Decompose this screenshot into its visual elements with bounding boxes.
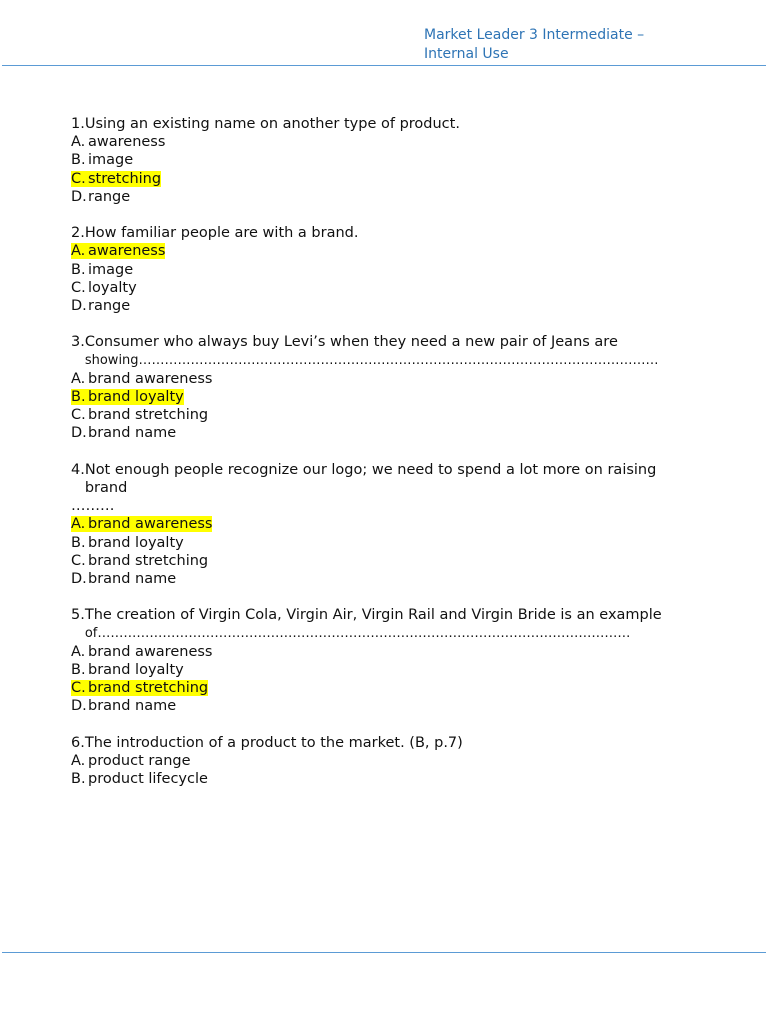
- option-text: awareness: [88, 243, 166, 260]
- option-text: brand stretching: [88, 552, 209, 569]
- option-text: awareness: [88, 134, 166, 151]
- option-letter: B.: [71, 662, 86, 679]
- question-text: Using an existing name on another type of product.: [84, 116, 460, 132]
- option-letter: D.: [71, 571, 87, 588]
- blank-dots: ………: [71, 498, 115, 515]
- option-letter: A.: [71, 516, 86, 533]
- question-number: 2.: [71, 225, 85, 242]
- option-text: brand loyalty: [88, 534, 184, 551]
- header-rule: [2, 65, 766, 66]
- option-d[interactable]: [71, 297, 711, 315]
- option-text: product lifecycle: [88, 771, 208, 788]
- question-6: [71, 734, 711, 789]
- option-text: brand stretching: [88, 680, 209, 697]
- question-stem: [71, 461, 711, 497]
- option-b[interactable]: [71, 151, 711, 169]
- option-c[interactable]: [71, 406, 711, 424]
- option-text: brand loyalty: [88, 389, 184, 406]
- option-text: brand name: [88, 571, 177, 588]
- quiz-content: [71, 115, 711, 807]
- question-text: How familiar people are with a brand.: [84, 225, 359, 242]
- question-text-continuation: brand: [84, 480, 128, 497]
- option-text: stretching: [88, 170, 162, 187]
- question-text-continuation: of……………………………………………………………………………………………………………: [84, 625, 631, 641]
- option-letter: A.: [71, 643, 86, 660]
- question-text: The introduction of a product to the market. (B, p.7): [84, 734, 463, 751]
- option-a-correct[interactable]: [71, 515, 711, 533]
- option-text: range: [88, 188, 131, 205]
- option-c-correct[interactable]: [71, 170, 711, 188]
- option-text: brand awareness: [88, 370, 213, 387]
- option-letter: C.: [71, 552, 86, 569]
- question-text-continuation: showing…………………………………………………………………………………………………………: [84, 352, 659, 368]
- question-stem: [71, 115, 711, 133]
- page-header: [424, 26, 674, 62]
- question-1: [71, 115, 711, 206]
- question-3: [71, 333, 711, 442]
- question-number: 6.: [71, 734, 85, 751]
- option-text: product range: [88, 753, 191, 770]
- option-a[interactable]: [71, 752, 711, 770]
- option-b[interactable]: [71, 770, 711, 788]
- question-text: Consumer who always buy Levi’s when they need a new pair of Jeans are: [84, 334, 618, 351]
- option-c[interactable]: [71, 552, 711, 570]
- question-stem: [71, 333, 711, 369]
- question-stem: [71, 224, 711, 242]
- question-stem: [71, 734, 711, 752]
- option-a[interactable]: [71, 133, 711, 151]
- question-4: [71, 461, 711, 588]
- option-letter: D.: [71, 188, 87, 205]
- question-text: Not enough people recognize our logo; we need to spend a lot more on raising: [84, 461, 657, 478]
- question-stem: [71, 606, 711, 642]
- option-letter: B.: [71, 152, 86, 169]
- question-number: 4.: [71, 461, 85, 478]
- option-b[interactable]: [71, 261, 711, 279]
- header-subtitle: Internal Use: [424, 46, 509, 62]
- option-c-correct[interactable]: [71, 679, 711, 697]
- option-letter: B.: [71, 261, 86, 278]
- option-letter: B.: [71, 389, 86, 406]
- option-letter: D.: [71, 425, 87, 442]
- option-letter: C.: [71, 680, 86, 697]
- question-5: [71, 606, 711, 715]
- option-text: image: [88, 152, 134, 169]
- option-letter: A.: [71, 134, 86, 151]
- option-letter: C.: [71, 279, 86, 296]
- option-text: loyalty: [88, 279, 137, 296]
- option-text: brand awareness: [88, 643, 213, 660]
- option-text: brand name: [88, 698, 177, 715]
- option-text: brand stretching: [88, 407, 209, 424]
- option-text: image: [88, 261, 134, 278]
- option-b[interactable]: [71, 661, 711, 679]
- option-a-correct[interactable]: [71, 242, 711, 260]
- option-c[interactable]: [71, 279, 711, 297]
- option-text: brand loyalty: [88, 662, 184, 679]
- option-d[interactable]: [71, 697, 711, 715]
- option-text: brand name: [88, 425, 177, 442]
- option-letter: A.: [71, 370, 86, 387]
- header-title: Market Leader 3 Intermediate –: [424, 27, 645, 43]
- question-text: The creation of Virgin Cola, Virgin Air, Virgin Rail and Virgin Bride is an example: [84, 607, 662, 624]
- option-letter: A.: [71, 243, 86, 260]
- option-letter: B.: [71, 534, 86, 551]
- option-d[interactable]: [71, 424, 711, 442]
- option-a[interactable]: [71, 643, 711, 661]
- option-letter: C.: [71, 407, 86, 424]
- option-b[interactable]: [71, 534, 711, 552]
- option-d[interactable]: [71, 188, 711, 206]
- question-number: 5.: [71, 607, 85, 624]
- footer-rule: [2, 952, 766, 953]
- option-text: brand awareness: [88, 516, 213, 533]
- question-number: 1.: [71, 116, 85, 132]
- option-letter: A.: [71, 753, 86, 770]
- question-2: [71, 224, 711, 315]
- option-letter: B.: [71, 771, 86, 788]
- question-number: 3.: [71, 334, 85, 351]
- option-text: range: [88, 298, 131, 315]
- option-d[interactable]: [71, 570, 711, 588]
- option-a[interactable]: [71, 370, 711, 388]
- option-letter: D.: [71, 698, 87, 715]
- option-letter: D.: [71, 298, 87, 315]
- option-letter: C.: [71, 170, 86, 187]
- option-b-correct[interactable]: [71, 388, 711, 406]
